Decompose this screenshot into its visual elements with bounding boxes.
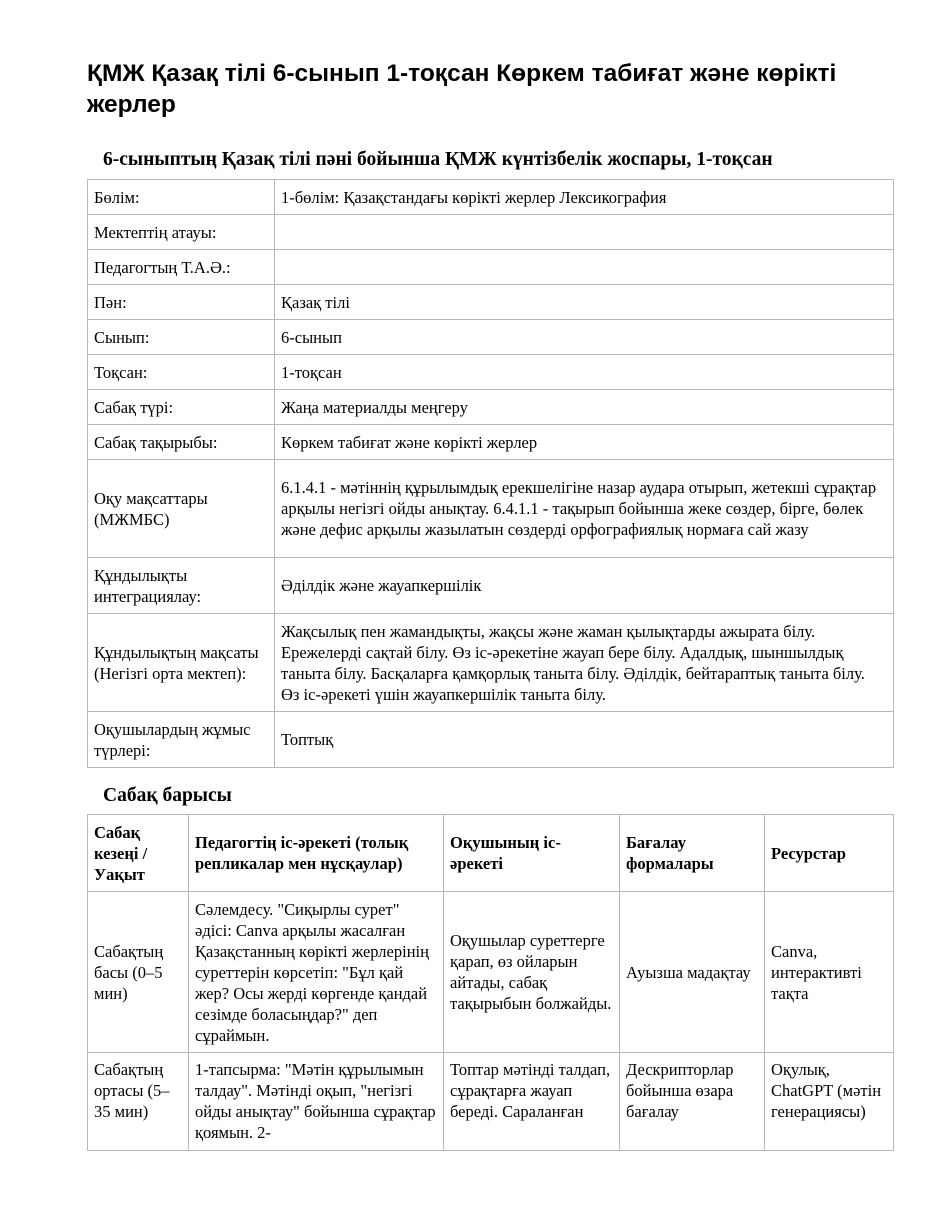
resources-cell: Canva, интерактивті тақта [765,892,894,1053]
info-value: 1-тоқсан [275,355,894,390]
info-row-value-goal [88,614,894,712]
column-header-resources: Ресурстар [765,815,894,892]
info-label: Оқу мақсаттары (МЖМБС) [88,460,275,558]
info-value: Көркем табиғат және көрікті жерлер [275,425,894,460]
info-label: Тоқсан: [88,355,275,390]
info-row-quarter [88,355,894,390]
info-row-subject [88,285,894,320]
info-row-value-integration [88,558,894,614]
lesson-row-beginning [88,892,894,1053]
column-header-assessment: Бағалау формалары [620,815,765,892]
lesson-stage-cell: Сабақтың ортасы (5–35 мин) [88,1053,189,1151]
info-value: 6.1.4.1 - мәтіннің құрылымдық ерекшелігіне назар аудара отырып, жетекші сұрақтар арқылы негізгі ойды анықтау. 6.4.1.1 - тақырып бойынша жеке сөздер, бірге, бөлек және дефис арқылы жазылатын сөздерді орфографиялық нормаға сай жазу [275,460,894,558]
assessment-cell: Ауызша мадақтау [620,892,765,1053]
info-label: Пән: [88,285,275,320]
student-activity-cell: Топтар мәтінді талдап, сұрақтарға жауап береді. Сараланған [444,1053,620,1151]
info-value: Жаңа материалды меңгеру [275,390,894,425]
info-row-work-forms [88,712,894,768]
lesson-header-row [88,815,894,892]
teacher-activity-cell: 1-тапсырма: "Мәтін құрылымын талдау". Мәтінді оқып, "негізгі ойды анықтау" бойынша сұрақтар қоямын. 2- [189,1053,444,1151]
info-label: Сабақ тақырыбы: [88,425,275,460]
info-label: Оқушылардың жұмыс түрлері: [88,712,275,768]
lesson-info-table [87,179,894,768]
info-row-teacher [88,250,894,285]
document-title: ҚМЖ Қазақ тілі 6-сынып 1-тоқсан Көркем табиғат және көрікті жерлер [87,60,837,118]
info-value: Топтық [275,712,894,768]
info-label: Бөлім: [88,180,275,215]
info-row-school [88,215,894,250]
info-value: Қазақ тілі [275,285,894,320]
lesson-stage-cell: Сабақтың басы (0–5 мин) [88,892,189,1053]
info-value [275,215,894,250]
column-header-teacher: Педагогтің іс-әрекеті (толық репликалар мен нұсқаулар) [189,815,444,892]
info-label: Құндылықты интеграциялау: [88,558,275,614]
info-value: 6-сынып [275,320,894,355]
plan-heading: 6-сыныптың Қазақ тілі пәні бойынша ҚМЖ күнтізбелік жоспары, 1-тоқсан [103,149,773,170]
lesson-flow-heading: Сабақ барысы [103,785,232,806]
info-value: 1-бөлім: Қазақстандағы көрікті жерлер Лексикография [275,180,894,215]
column-header-stage: Сабақ кезеңі / Уақыт [88,815,189,892]
lesson-flow-table [87,814,894,1151]
info-label: Педагогтың Т.А.Ә.: [88,250,275,285]
column-header-student: Оқушының іс-әрекеті [444,815,620,892]
resources-cell: Оқулық, ChatGPT (мәтін генерациясы) [765,1053,894,1151]
lesson-row-middle [88,1053,894,1151]
info-label: Құндылықтың мақсаты (Негізгі орта мектеп): [88,614,275,712]
info-row-lesson-topic [88,425,894,460]
info-row-objectives [88,460,894,558]
info-label: Сынып: [88,320,275,355]
info-label: Сабақ түрі: [88,390,275,425]
info-row-section [88,180,894,215]
assessment-cell: Дескрипторлар бойынша өзара бағалау [620,1053,765,1151]
info-label: Мектептің атауы: [88,215,275,250]
info-value: Әділдік және жауапкершілік [275,558,894,614]
info-value: Жақсылық пен жамандықты, жақсы және жаман қылықтарды ажырата білу. Ережелерді сақтай білу. Өз іс-әрекетіне жауап бере білу. Адалдық, шыншылдық таныта білу. Басқаларға қамқорлық таныта білу. Әділдік, бейтараптық таныта білу. Өз іс-әрекеті үшін жауапкершілік таныта білу. [275,614,894,712]
teacher-activity-cell: Сәлемдесу. "Сиқырлы сурет" әдісі: Canva арқылы жасалған Қазақстанның көрікті жерлерінің суреттерін көрсетіп: "Бұл қай жер? Осы жерді көргенде қандай сезімде боласыңдар?" деп сұраймын. [189,892,444,1053]
info-row-grade [88,320,894,355]
student-activity-cell: Оқушылар суреттерге қарап, өз ойларын айтады, сабақ тақырыбын болжайды. [444,892,620,1053]
info-row-lesson-type [88,390,894,425]
info-value [275,250,894,285]
